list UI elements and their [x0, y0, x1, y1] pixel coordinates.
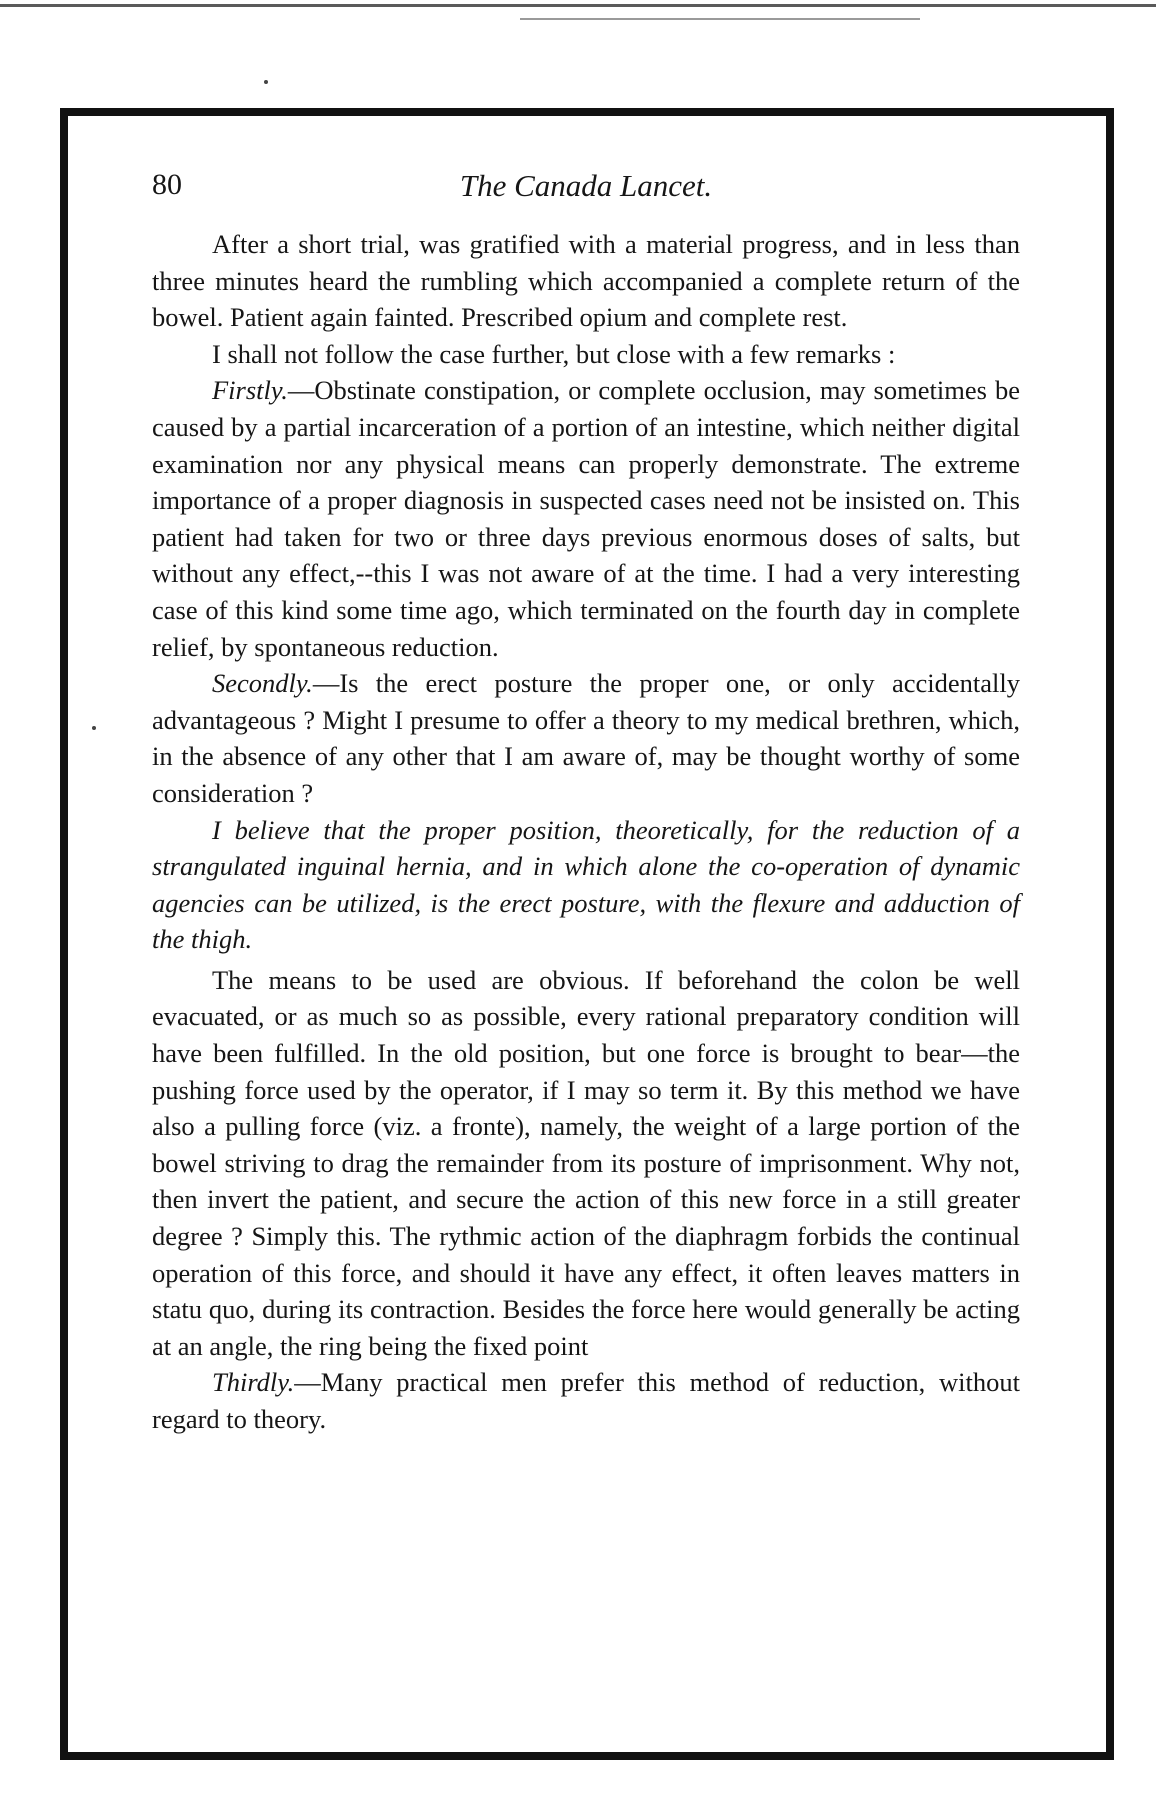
paragraph-theory: [152, 812, 1020, 958]
paragraph-2: [152, 336, 1020, 373]
article-body: [152, 226, 1020, 1438]
page-number: 80: [152, 168, 182, 201]
paragraph-text: —Obstinate constipation, or complete occlusion, may sometimes be caused by a partial incarceration of a portion of an intestine, which neither digital examination nor any physical means can properly demonstrate. The extreme importance of a proper diagnosis in suspected cases need not be insisted on. This patient had taken for two or three days previous enormous doses of salts, but without any effect,--this I was not aware of at the time. I had a very interesting case of this kind some time ago, which terminated on the fourth day in complete relief, by spontaneous reduction.: [152, 375, 1020, 662]
paragraph-means: [152, 962, 1020, 1365]
top-edge-rule: [0, 4, 1156, 7]
paragraph-text: —Is the erect posture the proper one, or only accidentally advantageous ? Might I presume to offer a theory to my medical brethren, which, in the absence of any other that I am aware of, may be thought worthy of some consideration ?: [152, 668, 1020, 808]
paragraph-text: —Many practical men prefer this method of reduction, without regard to theory.: [152, 1367, 1020, 1434]
paragraph-thirdly: [152, 1364, 1020, 1437]
paragraph-text: The means to be used are obvious. If beforehand the colon be well evacuated, or as much so as possible, every rational preparatory condition will have been fulfilled. In the old position, but one force is brought to bear—the pushing force used by the operator, if I may so term it. By this method we have also a pulling force (viz. a fronte), namely, the weight of a large portion of the bowel striving to drag the remainder from its posture of imprisonment. Why not, then invert the patient, and secure the action of this new force in a still greater degree ? Simply this. The rythmic action of the diaphragm forbids the continual operation of this force, and should it have any effect, it often leaves matters in statu quo, during its contraction. Besides the force here would generally be acting at an angle, the ring being the fixed point: [152, 964, 1020, 1361]
paragraph-text: I shall not follow the case further, but close with a few remarks :: [212, 338, 896, 369]
page-header: [152, 168, 1020, 208]
paragraph-text: I believe that the proper position, theoretically, for the reduction of a strangulated inguinal hernia, and in which alone the co-operation of dynamic agencies can be utilized, is the erect posture, with the flexure and adduction of the thigh.: [152, 814, 1020, 955]
paragraph-lead: Thirdly.: [212, 1367, 295, 1398]
top-edge-rule-faint: [520, 18, 920, 20]
paragraph-lead: Secondly.: [212, 668, 313, 699]
paragraph-lead: Firstly.: [212, 375, 288, 406]
running-title: The Canada Lancet.: [459, 168, 713, 203]
paragraph-secondly: [152, 665, 1020, 811]
paragraph-1: [152, 226, 1020, 336]
paragraph-text: After a short trial, was gratified with a material progress, and in less than three minutes heard the rumbling which accompanied a complete return of the bowel. Patient again fainted. Prescribed opium and complete rest.: [152, 229, 1020, 333]
ink-speck: [264, 80, 268, 84]
paragraph-firstly: [152, 372, 1020, 665]
